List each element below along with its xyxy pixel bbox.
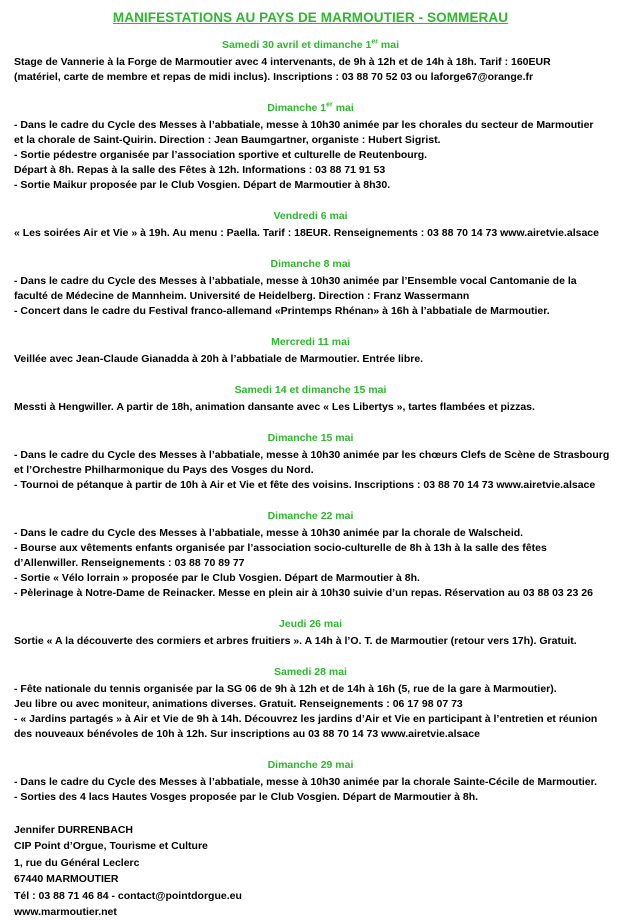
event-line: d’Allenwiller. Renseignements : 03 88 70 89 77 (14, 557, 245, 569)
date-text: Dimanche 22 mai (267, 510, 354, 522)
event-section (14, 510, 607, 601)
date-text: Samedi 28 mai (274, 666, 347, 678)
date-text-end: mai (378, 39, 400, 51)
event-date-heading (14, 618, 607, 631)
event-sections (14, 38, 610, 805)
date-text: Dimanche 29 mai (267, 759, 354, 771)
event-line: Départ à 8h. Repas à la salle des Fêtes à 12h. Informations : 03 88 71 91 53 (14, 164, 386, 176)
event-date-heading (14, 258, 607, 271)
signature-line: Tél : 03 88 71 46 84 - contact@pointdorgue.eu (14, 889, 242, 902)
event-date-heading (14, 210, 607, 223)
event-section (14, 666, 607, 742)
event-line: Veillée avec Jean-Claude Gianadda à 20h à l’abbatiale de Marmoutier. Entrée libre. (14, 353, 424, 365)
event-line: - Dans le cadre du Cycle des Messes à l’abbatiale, messe à 10h30 animée par la chorale de Walscheid. (14, 527, 524, 539)
signature-line: 67440 MARMOUTIER (14, 873, 119, 886)
event-date-heading (14, 510, 607, 523)
event-section (14, 258, 607, 319)
event-line: - Dans le cadre du Cycle des Messes à l’abbatiale, messe à 10h30 animée par l’Ensemble vocal Cantomanie de la (14, 275, 577, 287)
event-date-heading (14, 336, 607, 349)
event-section (14, 618, 607, 649)
date-text: Samedi 14 et dimanche 15 mai (234, 384, 387, 396)
event-date-heading (14, 432, 607, 445)
event-date-heading (14, 759, 607, 772)
signature-line: CIP Point d’Orgue, Tourisme et Culture (14, 840, 208, 853)
document-title: MANIFESTATIONS AU PAYS DE MARMOUTIER - SOMMERAU (112, 10, 509, 25)
signature-line: www.marmoutier.net (14, 906, 117, 919)
date-text: Jeudi 26 mai (278, 618, 343, 630)
event-section (14, 384, 607, 415)
event-line: - Bourse aux vêtements enfants organisée par l’association socio-culturelle de 8h à 13h à la salle des fêtes (14, 542, 547, 554)
event-line: et la chorale de Saint-Quirin. Direction : Jean Baumgartner, organiste : Hubert Sigrist. (14, 134, 441, 146)
date-superscript: er (326, 101, 333, 109)
event-line: - Dans le cadre du Cycle des Messes à l’abbatiale, messe à 10h30 animée par les chœurs Clefs de Scène de Strasbourg (14, 449, 610, 461)
event-section (14, 432, 610, 493)
event-section (14, 210, 607, 241)
date-text: Mercredi 11 mai (271, 336, 350, 348)
event-line: - Pèlerinage à Notre-Dame de Reinacker. Messe en plein air à 10h30 suivie d’un repas. Réservation au 03 88 03 23 26 (14, 587, 593, 599)
event-line: « Les soirées Air et Vie » à 19h. Au menu : Paella. Tarif : 18EUR. Renseignements : 03 88 70 14 73 www.airetvie.alsace (14, 227, 599, 239)
event-section (14, 39, 607, 85)
event-section (14, 102, 607, 193)
event-date-heading (14, 384, 607, 397)
event-line: - Sorties des 4 lacs Hautes Vosges proposée par le Club Vosgien. Départ de Marmoutier à 8h. (14, 791, 479, 803)
document-page (14, 10, 610, 920)
event-line: faculté de Médecine de Mannheim. Université de Heidelberg. Direction : Franz Wassermann (14, 290, 470, 302)
event-line: des nouveaux bénévoles de 10h à 12h. Sur inscriptions au 03 88 70 14 73 www.airetvie.alsace (14, 728, 480, 740)
event-line: - Concert dans le cadre du Festival franco-allemand «Printemps Rhénan» à 16h à l’abbatiale de Marmoutier. (14, 305, 550, 317)
event-line: Jeu libre ou avec moniteur, animations diverses. Gratuit. Renseignements : 06 17 98 07 73 (14, 698, 463, 710)
event-date-heading (14, 39, 607, 52)
event-date-heading (14, 666, 607, 679)
event-line: Messti à Hengwiller. A partir de 18h, animation dansante avec « Les Libertys », tartes flambées et pizzas. (14, 401, 535, 413)
signature-line: Jennifer DURRENBACH (14, 824, 134, 836)
event-line: - Dans le cadre du Cycle des Messes à l’abbatiale, messe à 10h30 animée par les chorales du secteur de Marmoutier (14, 119, 594, 131)
date-text: Dimanche 8 mai (270, 258, 351, 270)
event-line: - Tournoi de pétanque à partir de 10h à Air et Vie et fête des voisins. Inscriptions : 03 88 70 14 73 www.airetvie.alsace (14, 479, 596, 491)
date-text-end: mai (332, 102, 354, 114)
event-section (14, 336, 607, 367)
event-line: - Fête nationale du tennis organisée par la SG 06 de 9h à 12h et de 14h à 16h (5, rue de la gare à Marmoutier). (14, 683, 557, 695)
signature-block (14, 822, 607, 920)
event-line: - Dans le cadre du Cycle des Messes à l’abbatiale, messe à 10h30 animée par la chorale Sainte-Cécile de Marmoutier. (14, 776, 598, 788)
signature-line: 1, rue du Général Leclerc (14, 856, 140, 869)
event-line: Sortie « A la découverte des cormiers et arbres fruitiers ». A 14h à l’O. T. de Marmoutier (retour vers 17h). Gratuit. (14, 635, 577, 647)
event-line: - « Jardins partagés » à Air et Vie de 9h à 14h. Découvrez les jardins d’Air et Vie en participant à l’entretien et réunion (14, 713, 598, 725)
date-superscript: er (371, 38, 378, 46)
event-line: - Sortie pédestre organisée par l’association sportive et culturelle de Reutenbourg. (14, 149, 428, 161)
event-section (14, 759, 607, 805)
event-line: - Sortie « Vélo lorrain » proposée par le Club Vosgien. Départ de Marmoutier à 8h. (14, 572, 420, 584)
date-text: Dimanche 1 (267, 102, 327, 114)
event-line: et l’Orchestre Philharmonique du Pays des Vosges du Nord. (14, 464, 314, 476)
event-date-heading (14, 102, 607, 115)
date-text: Samedi 30 avril et dimanche 1 (221, 39, 372, 51)
date-text: Dimanche 15 mai (267, 432, 354, 444)
event-line: Stage de Vannerie à la Forge de Marmoutier avec 4 intervenants, de 9h à 12h et de 14h à 18h. Tarif : 160EUR (14, 56, 551, 68)
date-text: Vendredi 6 mai (273, 210, 348, 222)
event-line: - Sortie Maikur proposée par le Club Vosgien. Départ de Marmoutier à 8h30. (14, 179, 391, 191)
event-line: (matériel, carte de membre et repas de midi inclus). Inscriptions : 03 88 70 52 03 ou laforge67@orange.fr (14, 71, 534, 83)
